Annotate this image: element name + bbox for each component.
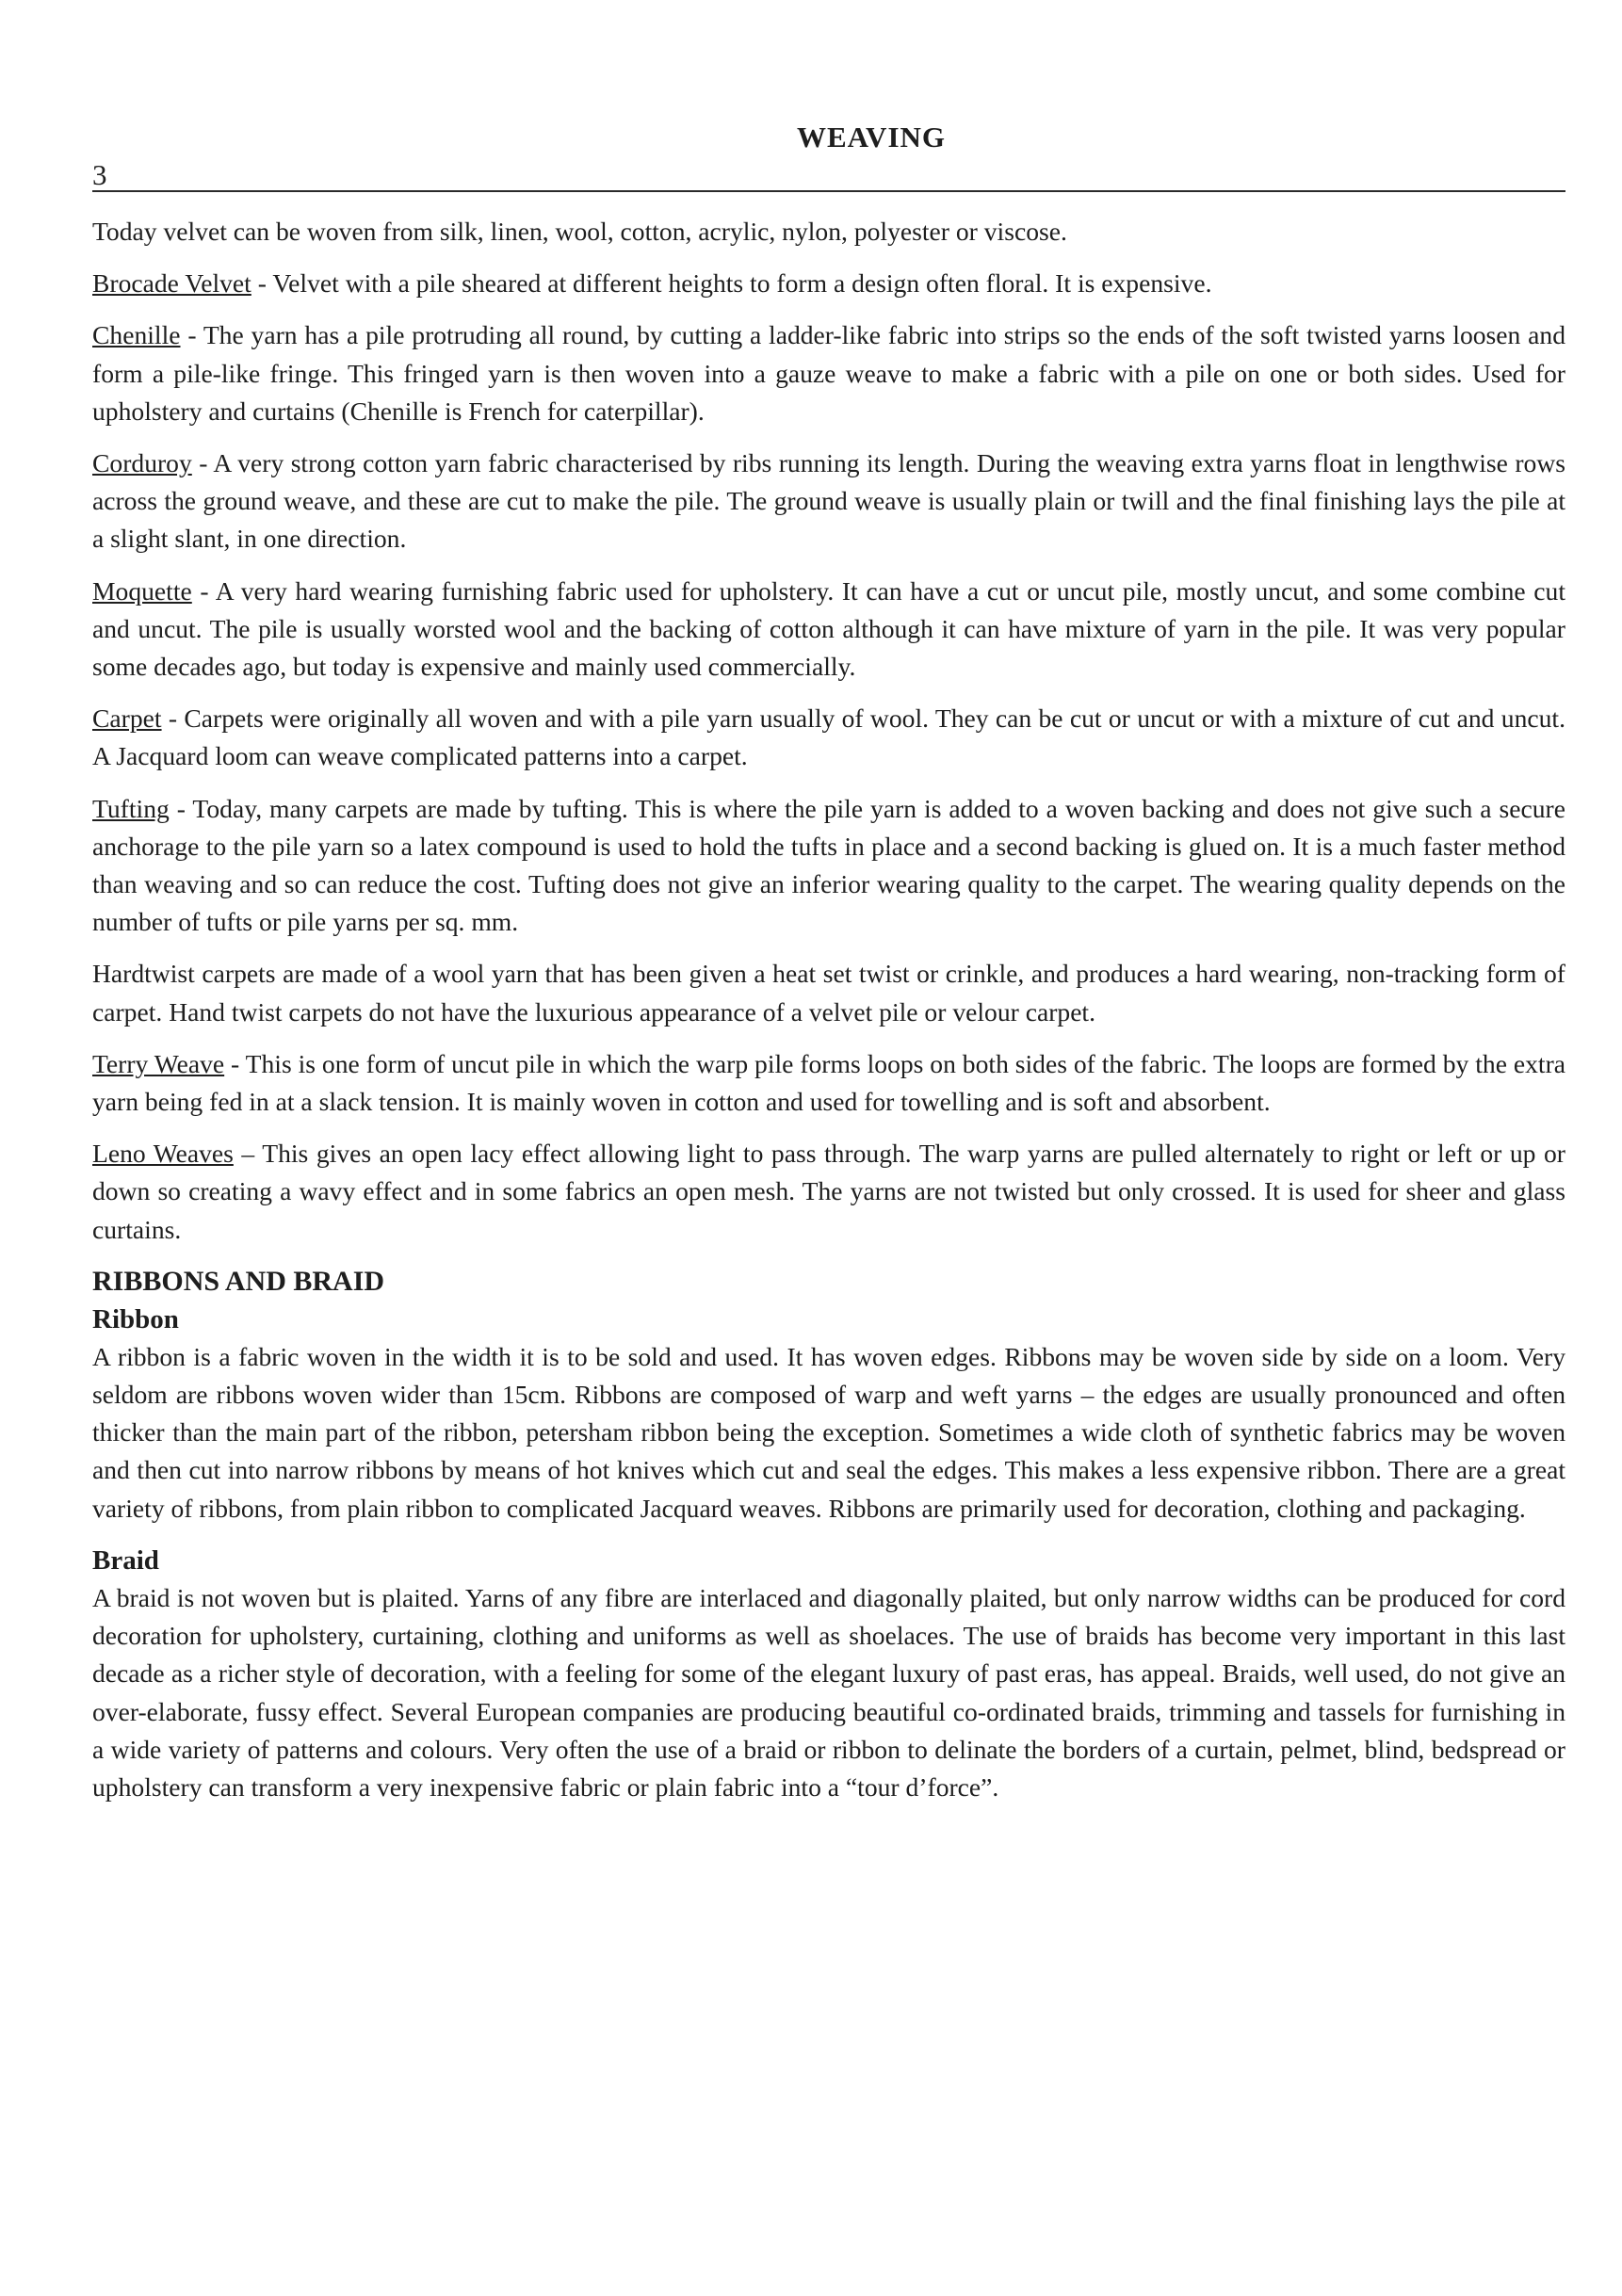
entry-text: – This gives an open lacy effect allowing light to pass through. The warp yarns are pulled alternately to right or left or up or down so creating a wavy effect and in some fabrics an open mesh. The yarns are not twisted but only crossed. It is used for sheer and glass curtains. [92,1139,1565,1244]
entry-text: - A very hard wearing furnishing fabric used for upholstery. It can have a cut or uncut pile, mostly uncut, and some combine cut and uncut. The pile is usually worsted wool and the backing of cotton although it can have mixture of yarn in the pile. It was very popular some decades ago, but today is expensive and mainly used commercially. [92,575,1565,682]
page-number: 3 [92,158,107,191]
section-heading: RIBBONS AND BRAID [92,1265,385,1297]
term-label: Carpet [92,703,162,734]
entry-text: - The yarn has a pile protruding all round, by cutting a ladder-like fabric into strips so the ends of the soft twisted yarns loosen and form a pile-like fringe. This fringed yarn is then woven into a gauze weave to make a fabric with a pile on one or both sides. Used for upholstery and curtains (Chenille is French for caterpillar). [92,320,1565,426]
entry-moquette [92,573,1565,687]
header-rule [92,190,1565,192]
term-label: Leno Weaves [92,1139,234,1169]
ribbon-paragraph: A ribbon is a fabric woven in the width it is to be sold and used. It has woven edges. Ribbons may be woven side by side on a loom. Very seldom are ribbons woven wider than 15cm. Ribbons are composed of warp and weft yarns – the edges are usually pronounced and often thicker than the main part of the ribbon, petersham ribbon being the exception. Sometimes a wide cloth of synthetic fabrics may be woven and then cut into narrow ribbons by means of hot knives which cut and seal the edges. This makes a less expensive ribbon. There are a great variety of ribbons, from plain ribbon to complicated Jacquard weaves. Ribbons are primarily used for decoration, clothing and packaging. [92,1341,1565,1523]
term-label: Brocade Velvet [92,268,251,299]
intro-paragraph: Today velvet can be woven from silk, linen, wool, cotton, acrylic, nylon, polyester or viscose. [92,217,1067,246]
entry-corduroy [92,445,1565,558]
entry-chenille [92,316,1565,430]
running-title: WEAVING [796,121,947,154]
entry-text: - Carpets were originally all woven and with a pile yarn usually of wool. They can be cut or uncut or with a mixture of cut and uncut. A Jacquard loom can weave complicated patterns into a carpet. [92,703,1565,771]
ribbon-heading: Ribbon [92,1303,179,1334]
body-text [92,213,1565,1820]
term-label: Chenille [92,320,181,350]
document-page [92,0,1565,2296]
entry-text: - This is one form of uncut pile in which the warp pile forms loops on both sides of the fabric. The loops are formed by the extra yarn being fed in at a slack tension. It is mainly woven in cotton and used for towelling and is soft and absorbent. [92,1048,1565,1117]
entry-terry-weave [92,1045,1565,1121]
hardtwist-paragraph: Hardtwist carpets are made of a wool yarn that has been given a heat set twist or crinkle, and produces a hard wearing, non-tracking form of carpet. Hand twist carpets do not have the luxurious appearance of a velvet pile or velour carpet. [92,959,1565,1027]
braid-heading: Braid [92,1544,159,1576]
entry-tufting [92,790,1565,942]
entry-carpet [92,700,1565,775]
entry-text: - Velvet with a pile sheared at different heights to form a design often floral. It is expensive. [251,268,1212,299]
braid-paragraph: A braid is not woven but is plaited. Yarns of any fibre are interlaced and diagonally plaited, but only narrow widths can be produced for cord decoration for upholstery, curtaining, clothing and uniforms as well as shoelaces. The use of braids has become very important in this last decade as a richer style of decoration, with a feeling for some of the elegant luxury of past eras, has appeal. Braids, well used, do not give an over-elaborate, fussy effect. Several European companies are producing beautiful co-ordinated braids, trimming and tassels for furnishing in a wide variety of patterns and colours. Very often the use of a braid or ribbon to delinate the borders of a curtain, pelmet, blind, bedspread or upholstery can transform a very inexpensive fabric or plain fabric into a “tour d’force”. [92,1582,1565,1802]
term-label: Moquette [92,575,192,606]
entry-brocade-velvet [92,265,1565,302]
term-label: Terry Weave [92,1048,225,1078]
entry-leno-weaves [92,1135,1565,1249]
term-label: Corduroy [92,448,192,478]
entry-text: - Today, many carpets are made by tufting. This is where the pile yarn is added to a woven backing and does not give such a secure anchorage to the pile yarn so a latex compound is used to hold the tufts in place and a second backing is glued on. It is a much faster method than weaving and so can reduce the cost. Tufting does not give an inferior wearing quality to the carpet. The wearing quality depends on the number of tufts or pile yarns per sq. mm. [92,793,1565,937]
entry-text: - A very strong cotton yarn fabric characterised by ribs running its length. During the weaving extra yarns float in lengthwise rows across the ground weave, and these are cut to make the pile. The ground weave is usually plain or twill and the final finishing lays the pile at a slight slant, in one direction. [92,448,1565,554]
term-label: Tufting [92,793,170,823]
